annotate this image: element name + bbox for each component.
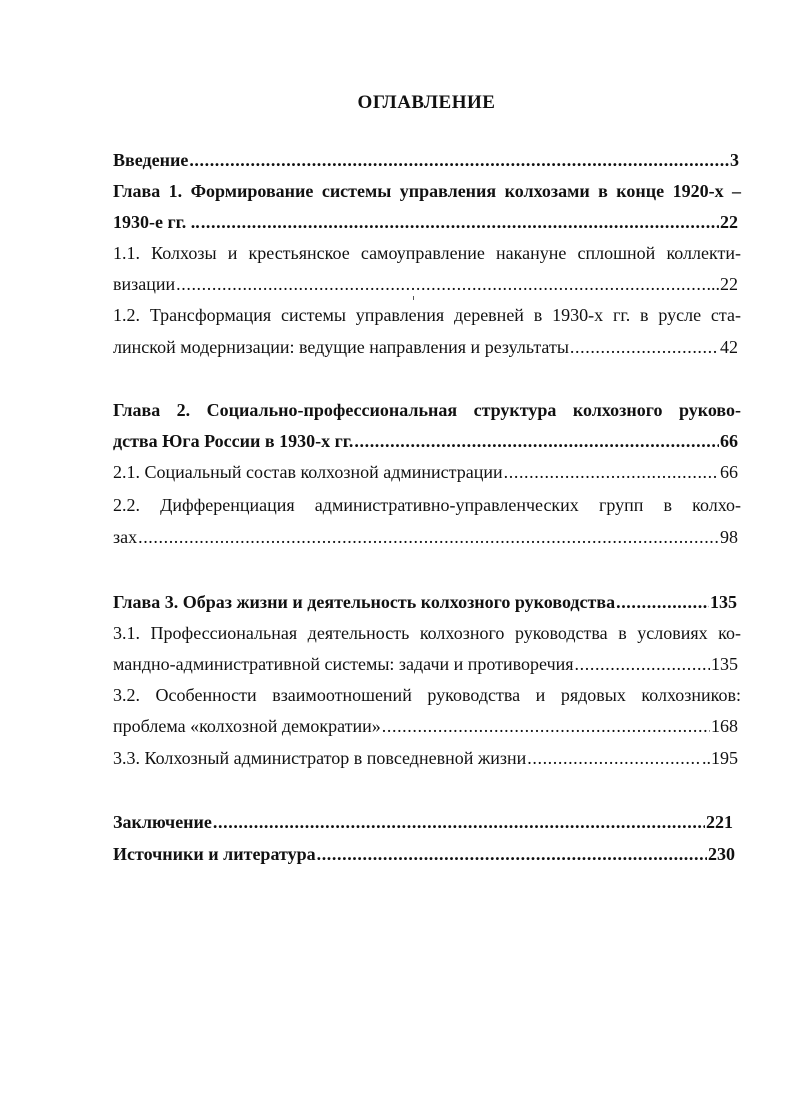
toc-section-2-1[interactable] (113, 460, 738, 484)
toc-entry-text: зах (113, 527, 138, 547)
toc-section-1-1-line1[interactable]: 1.1. Колхозы и крестьянское самоуправление накануне сплошной коллекти- (113, 243, 741, 263)
toc-page-number: 98 (720, 527, 738, 547)
toc-entry-text: 3.3. Колхозный администратор в повседневной жизни (113, 748, 527, 768)
toc-entry-text: мандно-административной системы: задачи и противоречия (113, 654, 574, 674)
toc-section-1-2-line1[interactable]: 1.2. Трансформация системы управления деревней в 1930-х гг. в русле ста- (113, 305, 741, 325)
dot-leader (575, 652, 710, 676)
toc-entry-intro[interactable] (113, 148, 739, 172)
scan-speck (413, 296, 414, 300)
dot-leader (201, 210, 719, 234)
toc-chapter-2-line1[interactable]: Глава 2. Социально-профессиональная структура колхозного руково- (113, 400, 741, 420)
toc-section-1-1-line2[interactable] (113, 272, 738, 296)
dot-leader (317, 842, 707, 866)
toc-entry-text: визации (113, 274, 176, 294)
toc-page-number: 230 (708, 844, 735, 864)
dot-leader (138, 525, 719, 549)
toc-page-number: 22 (720, 212, 738, 232)
toc-chapter-3[interactable] (113, 590, 737, 614)
dot-leader (570, 335, 719, 359)
toc-section-2-2-line2[interactable] (113, 525, 738, 549)
toc-section-3-3[interactable] (113, 746, 738, 770)
toc-entry-text: дства Юга России в 1930-х гг. (113, 431, 354, 451)
dot-leader (213, 810, 705, 834)
toc-entry-text: проблема «колхозной демократии» (113, 716, 381, 736)
toc-section-3-2-line1[interactable]: 3.2. Особенности взаимоотношений руководства и рядовых колхозников: (113, 685, 741, 705)
toc-page-number: ..22 (711, 274, 738, 294)
toc-page-number: ..195 (702, 748, 738, 768)
toc-page-number: 168 (711, 716, 738, 736)
toc-entry-text: Глава 3. Образ жизни и деятельность колхозного руководства (113, 592, 616, 612)
toc-chapter-1-line1[interactable]: Глава 1. Формирование системы управления колхозами в конце 1920-х – (113, 181, 741, 201)
toc-entry-conclusion[interactable] (113, 810, 733, 834)
toc-chapter-2-line2[interactable] (113, 429, 738, 453)
toc-chapter-1-line2[interactable] (113, 210, 738, 234)
toc-section-3-1-line2[interactable] (113, 652, 738, 676)
toc-section-2-2-line1[interactable]: 2.2. Дифференциация административно-управленческих групп в колхо- (113, 495, 741, 515)
toc-entry-text: Источники и литература (113, 844, 316, 864)
dot-leader (504, 460, 719, 484)
dot-leader (176, 272, 710, 296)
toc-section-3-1-line1[interactable]: 3.1. Профессиональная деятельность колхозного руководства в условиях ко- (113, 623, 741, 643)
toc-page-number: 42 (720, 337, 738, 357)
toc-entry-sources[interactable] (113, 842, 735, 866)
toc-entry-text: линской модернизации: ведущие направления и результаты (113, 337, 569, 357)
dot-leader (382, 714, 710, 738)
dot-leader (354, 429, 719, 453)
toc-page-number: 135 (711, 654, 738, 674)
page-title: ОГЛАВЛЕНИЕ (357, 92, 496, 113)
toc-page-number: 135 (710, 592, 737, 612)
toc-section-1-2-line2[interactable] (113, 335, 738, 359)
toc-entry-text: Заключение (113, 812, 212, 832)
toc-section-3-2-line2[interactable] (113, 714, 738, 738)
toc-entry-text: 1930-е гг. .. (113, 212, 200, 232)
dot-leader (616, 590, 709, 614)
toc-page-number: 66 (720, 462, 738, 482)
toc-page-number: 66 (720, 431, 738, 451)
dot-leader (189, 148, 729, 172)
toc-entry-text: 2.1. Социальный состав колхозной администрации (113, 462, 503, 482)
dot-leader (527, 746, 701, 770)
toc-page-number: 221 (706, 812, 733, 832)
toc-entry-text: Введение (113, 150, 189, 170)
toc-page-number: 3 (730, 150, 739, 170)
